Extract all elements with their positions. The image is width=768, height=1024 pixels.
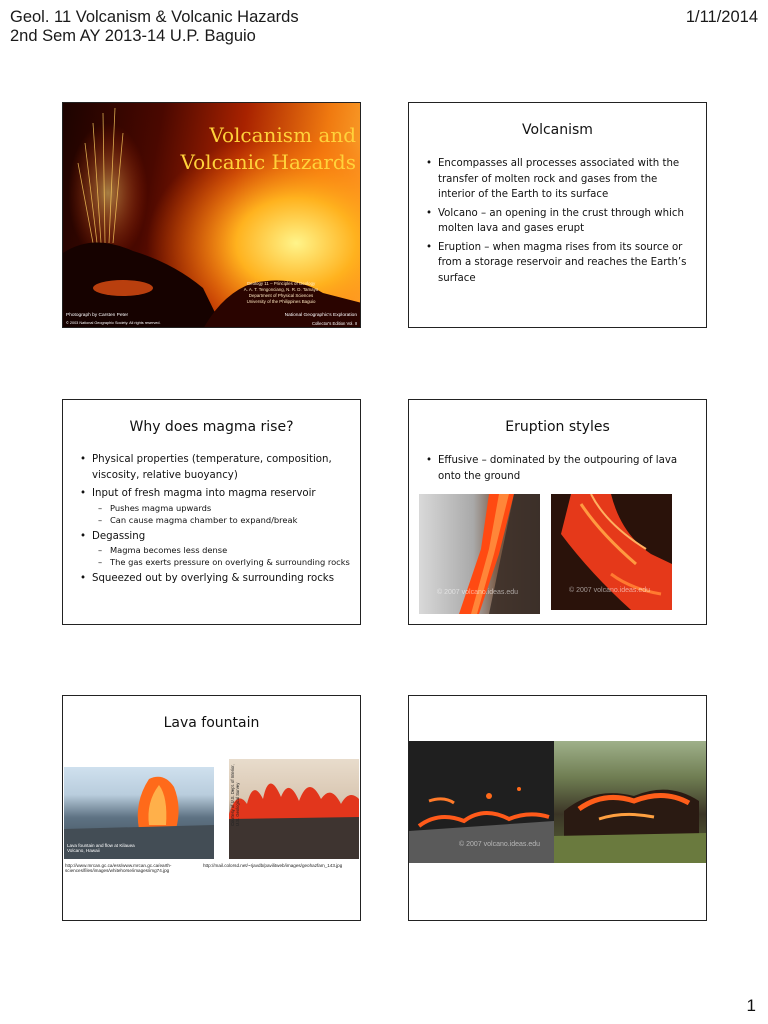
- slide-3-magma-rise: [62, 399, 361, 625]
- slide-5-lava-fountain: [62, 695, 361, 921]
- slide-2-heading: Volcanism: [522, 122, 593, 138]
- bullet-item: [80, 571, 352, 587]
- bullet-item: [80, 452, 352, 483]
- slide-3-heading: Why does magma rise?: [129, 419, 294, 435]
- bullet-item: • Volcano – an opening in the crust through which molten lava and gases erupt: [426, 206, 696, 237]
- course-line: A. A. T. Tengonciang, N. R. D. Tamayo: [243, 287, 319, 292]
- collection-edition: Collector's Edition Vol. II: [311, 321, 357, 326]
- sub-bullet-item: – Pushes magma upwards: [98, 502, 352, 514]
- lava-fountain-photo-2: [229, 759, 359, 859]
- effusive-lava-photo-1: [419, 494, 540, 614]
- volcanism-bullet-list: [426, 156, 696, 289]
- bullet-item: • Eruption – when magma rises from its source or from a storage reservoir and reaches the Earth’s surface: [426, 240, 696, 287]
- slide-6-lava-flow-photos: [408, 695, 707, 921]
- image-source-url-2: http://mail.colorsd.net/~rjavdb/pavilitweb/images/geohazfam_143.jpg: [203, 863, 343, 868]
- bullet-text: Physical properties (temperature, composition, viscosity, relative buoyancy): [92, 454, 332, 481]
- slide-5-heading: Lava fountain: [163, 715, 260, 731]
- photo-caption: Lava fountain and flow at Kilauea Volcano, Hawaii: [67, 843, 135, 854]
- lava-fountain-photo-1: [64, 767, 214, 859]
- course-line: Geology 11 – Principles of Geology: [246, 281, 316, 286]
- slide-1-title: [62, 102, 361, 328]
- bullet-text: Degassing: [92, 530, 146, 542]
- bullet-item: • Effusive – dominated by the outpouring of lava onto the ground: [426, 453, 696, 484]
- photo-credit-vertical: Courtesy of U.S. Dept. of Interior, U.S. Geological Survey: [230, 764, 240, 826]
- course-line: Department of Physical Sciences: [248, 293, 314, 298]
- photo-credit: Photograph by Carsten Peter: [66, 313, 129, 318]
- handout-title-line2: 2nd Sem AY 2013-14 U.P. Baguio: [10, 27, 256, 45]
- slide-1-course-info: [206, 281, 356, 305]
- copyright-notice: © 2003 National Geographic Society. All rights reserved.: [66, 321, 161, 325]
- handout-title-line1: Geol. 11 Volcanism & Volcanic Hazards: [10, 8, 299, 26]
- bullet-item: [80, 486, 352, 526]
- bullet-item: • Encompasses all processes associated with the transfer of molten rock and gases from the interior of the Earth to its surface: [426, 156, 696, 203]
- photo-watermark: © 2007 volcano.ideas.edu: [569, 587, 651, 594]
- sub-bullet-item: – Magma becomes less dense: [98, 544, 352, 556]
- effusive-lava-photo-2: [551, 494, 672, 610]
- lava-flow-photo-2: [554, 741, 706, 863]
- sub-bullet-item: – Can cause magma chamber to expand/break: [98, 514, 352, 526]
- photo-watermark: © 2007 volcano.ideas.edu: [437, 589, 519, 596]
- magma-rise-bullet-list: [80, 452, 352, 590]
- eruption-bullet-list: [426, 453, 696, 487]
- slide-2-volcanism: [408, 102, 707, 328]
- bullet-text: Squeezed out by overlying & surrounding rocks: [92, 573, 335, 584]
- collection-credit: National Geographic's Exploration: [284, 313, 357, 318]
- bullet-item: [80, 529, 352, 569]
- lava-flow-photo-1: [409, 741, 554, 863]
- bullet-text: Input of fresh magma into magma reservoir: [92, 488, 316, 499]
- sub-bullet-item: – The gas exerts pressure on overlying & surrounding rocks: [98, 556, 352, 568]
- handout-date: 1/11/2014: [685, 8, 758, 26]
- slide-4-eruption-styles: [408, 399, 707, 625]
- image-source-url-1: http://www.mrcan.gc.ca/ess/www.mrcan.gc.ca/earth-sciences/files/images/whitehorse/images/img74.jpg: [65, 863, 172, 874]
- slide-1-heading-line1: Volcanism and: [209, 123, 356, 147]
- photo-watermark: © 2007 volcano.ideas.edu: [459, 841, 541, 848]
- course-line: University of the Philippines Baguio: [246, 299, 316, 304]
- slide-4-heading: Eruption styles: [505, 419, 610, 435]
- page-number: 1: [746, 996, 756, 1015]
- slide-1-heading-line2: Volcanic Hazards: [180, 150, 356, 174]
